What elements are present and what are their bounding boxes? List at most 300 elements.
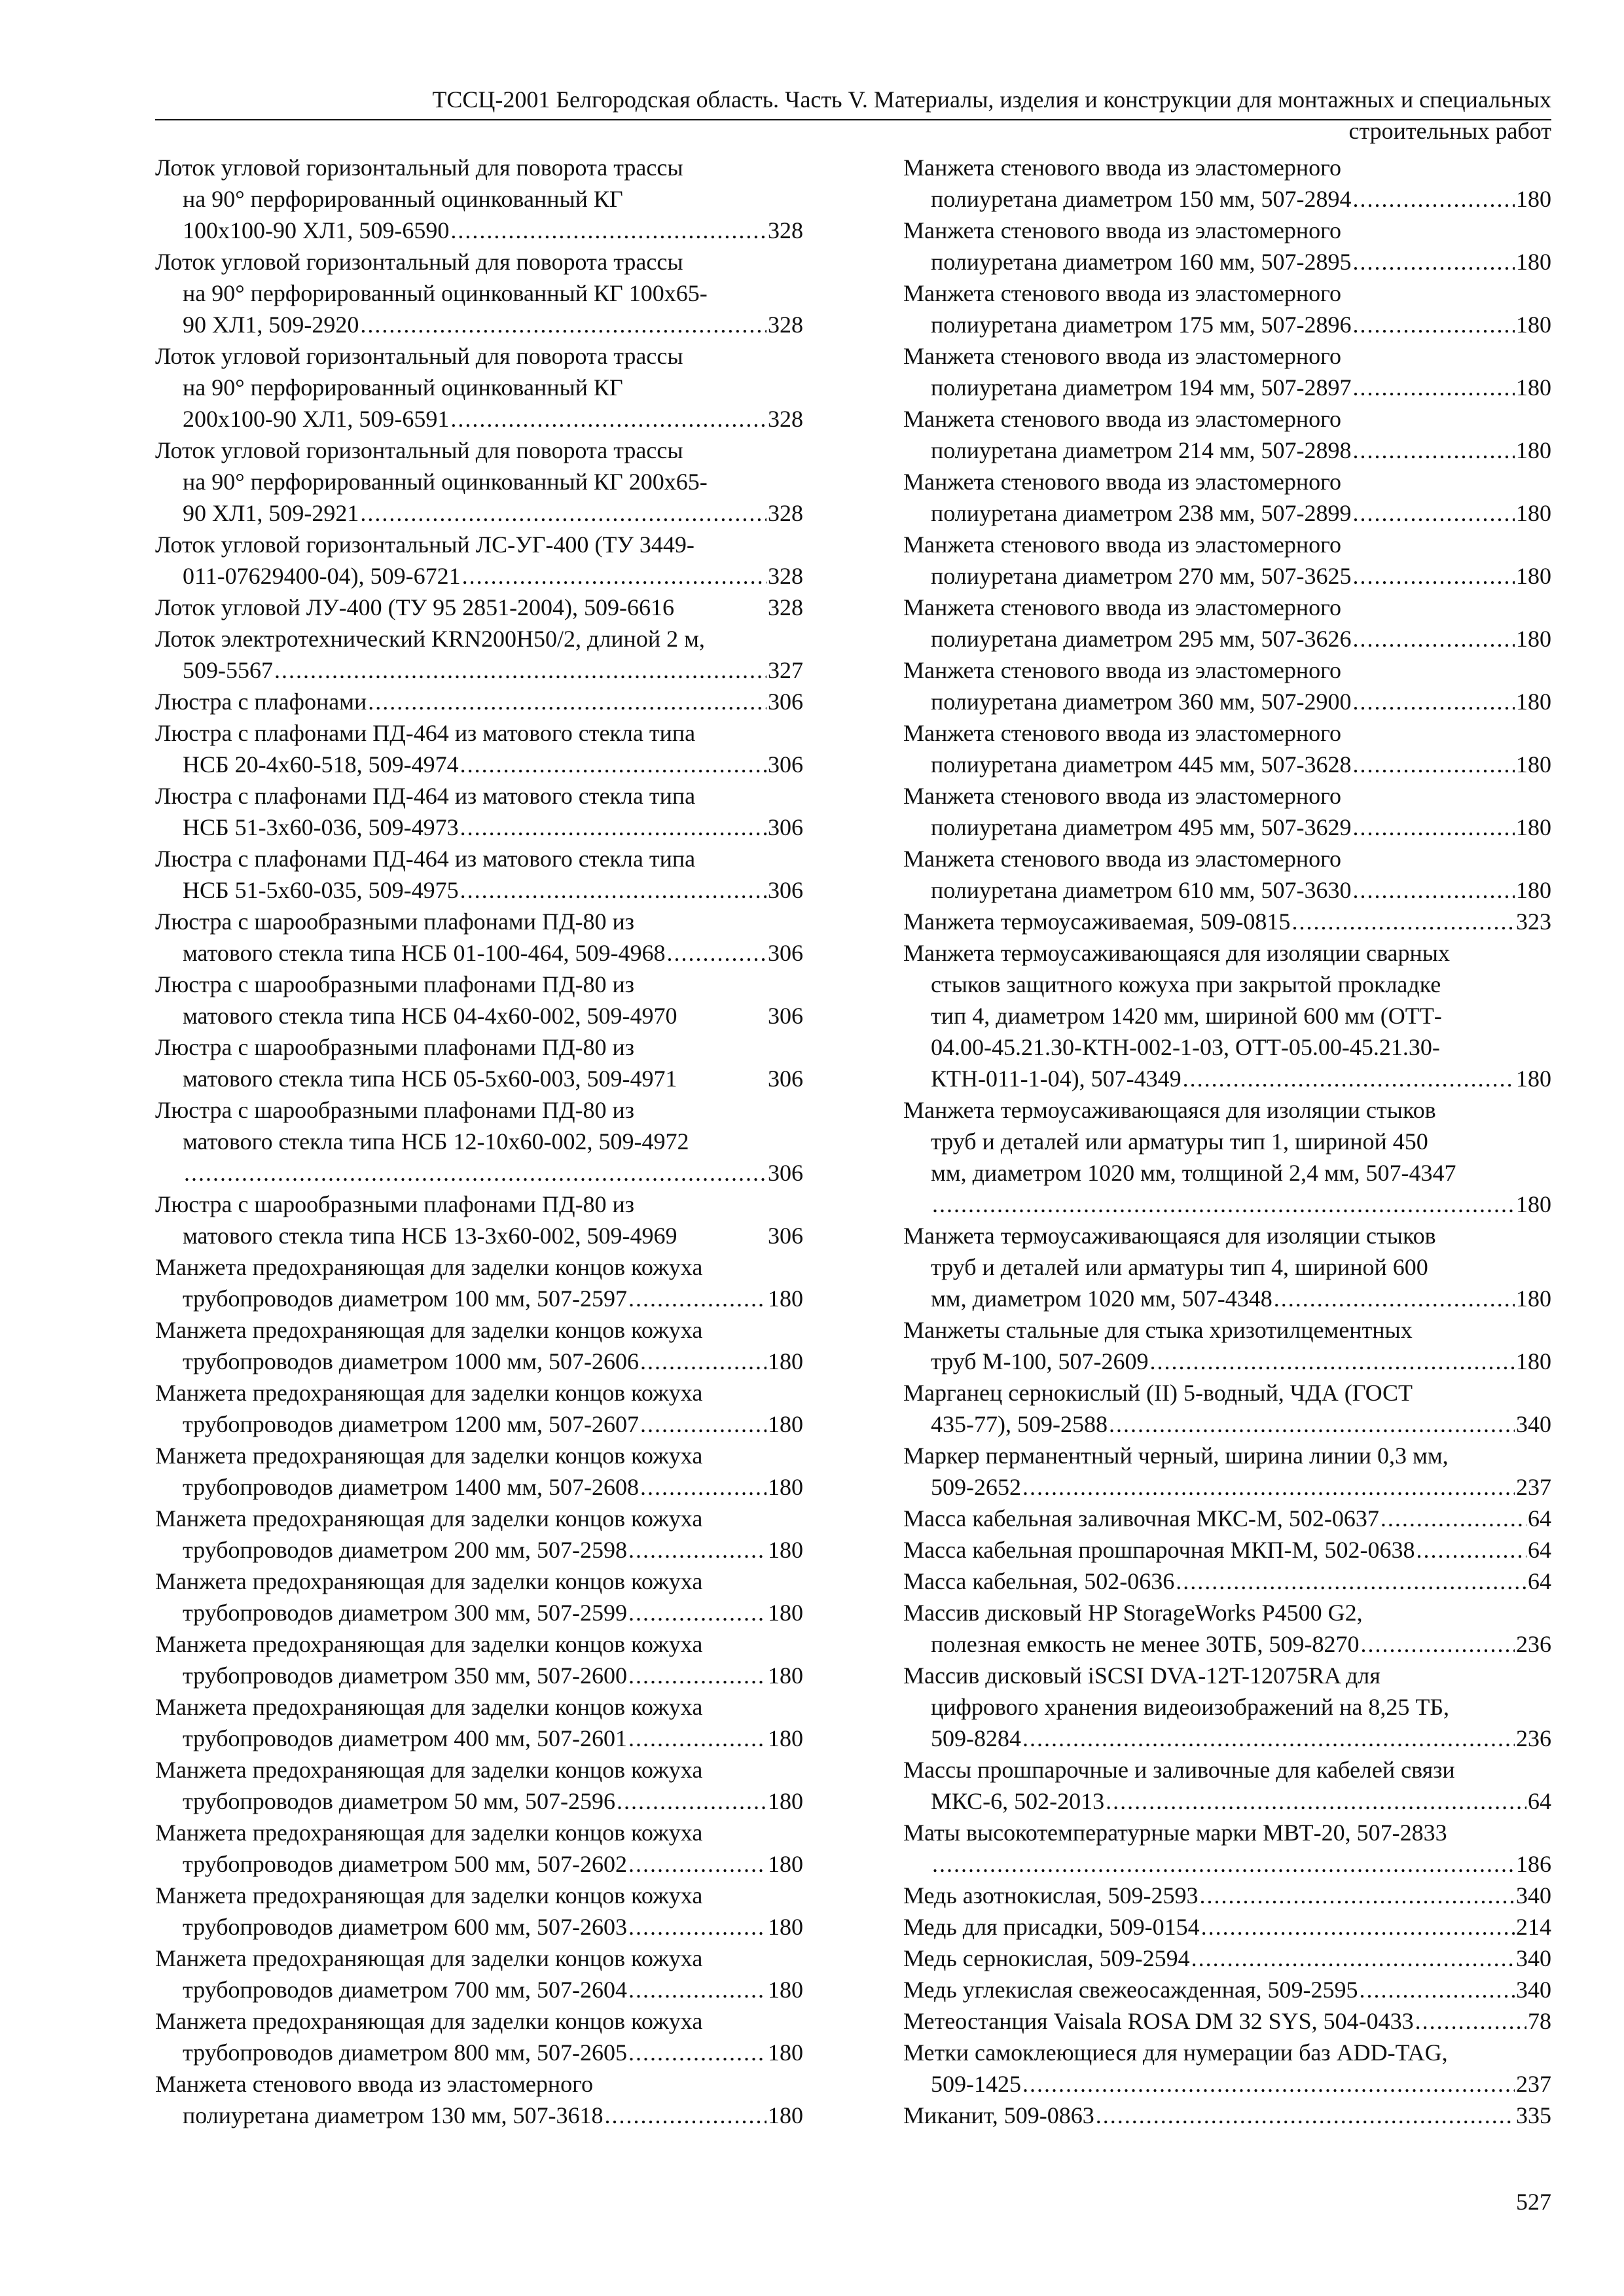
- dot-leader: [450, 403, 767, 435]
- dot-leader: [360, 497, 767, 529]
- entry-page-ref: 306: [768, 689, 803, 715]
- entry-last-line: [903, 749, 1551, 780]
- dot-leader: [462, 560, 767, 592]
- entry-heading: Люстра с плафонами ПД-464 из матового стекла типа: [155, 846, 696, 872]
- dot-leader: [1274, 1283, 1515, 1314]
- entry-text: 200х100-90 ХЛ1, 509-6591: [183, 406, 450, 432]
- entry-text: полиуретана диаметром 150 мм, 507-2894: [931, 186, 1352, 212]
- entry-last-line: [903, 183, 1551, 215]
- entry-page-ref: 180: [1516, 1066, 1551, 1092]
- dot-leader: [617, 1785, 767, 1817]
- entry-heading: Манжета предохраняющая для заделки концов кожуха: [155, 1757, 703, 1783]
- entry-text: 011-07629400-04), 509-6721: [183, 563, 461, 589]
- dot-leader: [460, 749, 767, 780]
- dot-leader: [1380, 1503, 1526, 1534]
- entry-text: 509-1425: [931, 2071, 1021, 2097]
- entry-last-line: [903, 1974, 1551, 2005]
- entry-page-ref: 64: [1528, 1788, 1551, 1814]
- entry-text: трубопроводов диаметром 100 мм, 507-2597: [183, 1285, 627, 1312]
- entry-text: трубопроводов диаметром 350 мм, 507-2600: [183, 1662, 627, 1689]
- entry-heading: Манжета стенового ввода из эластомерного: [903, 406, 1342, 432]
- entry-last-line: [903, 1848, 1551, 1880]
- index-entry: [155, 152, 803, 246]
- entry-heading: Массы прошпарочные и заливочные для кабелей связи: [903, 1757, 1455, 1783]
- index-entry: [155, 1943, 803, 2005]
- dot-leader: [1109, 1408, 1515, 1440]
- index-entry: [155, 1031, 803, 1094]
- dot-leader: [1353, 560, 1515, 592]
- entry-last-line: [903, 1911, 1551, 1943]
- entry-page-ref: 323: [1516, 908, 1551, 935]
- dot-leader: [932, 1848, 1515, 1880]
- index-entry: [903, 403, 1551, 466]
- dot-leader: [666, 937, 767, 969]
- entry-page-ref: 340: [1516, 1411, 1551, 1437]
- header-rule: [155, 119, 1551, 120]
- entry-page-ref: 306: [768, 940, 803, 966]
- index-entry: [903, 1503, 1551, 1534]
- entry-page-ref: 180: [768, 1348, 803, 1374]
- entry-text: полиуретана диаметром 214 мм, 507-2898: [931, 437, 1352, 463]
- entry-continuation: труб и деталей или арматуры тип 4, шириной 600: [931, 1254, 1428, 1280]
- index-entry: [903, 1911, 1551, 1943]
- index-entry: [155, 623, 803, 686]
- entry-page-ref: 180: [1516, 312, 1551, 338]
- dot-leader: [360, 309, 767, 340]
- entry-page-ref: 340: [1516, 1977, 1551, 2003]
- entry-heading: Люстра с плафонами ПД-464 из матового стекла типа: [155, 720, 696, 746]
- entry-heading: Манжета предохраняющая для заделки концов кожуха: [155, 1505, 703, 1532]
- index-entry: [155, 717, 803, 780]
- entry-page-ref: 180: [1516, 563, 1551, 589]
- dot-leader: [640, 1471, 767, 1503]
- entry-page-ref: 180: [768, 2102, 803, 2128]
- entry-text: НСБ 20-4х60-518, 509-4974: [183, 751, 459, 778]
- entry-text: трубопроводов диаметром 600 мм, 507-2603: [183, 1914, 627, 1940]
- index-entry: [903, 1377, 1551, 1440]
- dot-leader: [274, 655, 767, 686]
- dot-leader: [1096, 2100, 1515, 2131]
- entry-heading: Манжета термоусаживающаяся для изоляции стыков: [903, 1097, 1436, 1123]
- dot-leader: [1353, 874, 1515, 906]
- dot-leader: [628, 2037, 767, 2068]
- entry-last-line: [903, 2068, 1551, 2100]
- entry-text: Масса кабельная прошпарочная МКП-М, 502-0638: [903, 1537, 1415, 1563]
- entry-text: 435-77), 509-2588: [931, 1411, 1108, 1437]
- entry-last-line: [903, 1943, 1551, 1974]
- index-entry: [903, 1314, 1551, 1377]
- dot-leader: [1353, 749, 1515, 780]
- dot-leader: [1353, 435, 1515, 466]
- entry-heading: Манжета предохраняющая для заделки концов кожуха: [155, 1945, 703, 1971]
- index-entry: [903, 1534, 1551, 1566]
- entry-page-ref: 180: [1516, 374, 1551, 401]
- dot-leader: [368, 686, 767, 717]
- entry-heading: Маты высокотемпературные марки МВТ-20, 507-2833: [903, 1820, 1447, 1846]
- index-entry: [155, 340, 803, 435]
- index-entry: [903, 1880, 1551, 1911]
- entry-last-line: [903, 1628, 1551, 1660]
- entry-continuation: 04.00-45.21.30-КТН-002-1-03, ОТТ-05.00-45.21.30-: [931, 1034, 1440, 1060]
- entry-text: Метеостанция Vaisala ROSA DM 32 SYS, 504-0433: [903, 2008, 1414, 2034]
- dot-leader: [628, 1974, 767, 2005]
- entry-heading: Лоток угловой горизонтальный для поворота трассы: [155, 154, 683, 181]
- index-entry: [155, 1880, 803, 1943]
- entry-last-line: [155, 1723, 803, 1754]
- index-entry: [155, 592, 803, 623]
- index-entry: [903, 466, 1551, 529]
- index-entry: [155, 906, 803, 969]
- entry-text: полиуретана диаметром 238 мм, 507-2899: [931, 500, 1352, 526]
- entry-text: Миканит, 509-0863: [903, 2102, 1094, 2128]
- entry-heading: Лоток угловой горизонтальный для поворота трассы: [155, 343, 683, 369]
- entry-text: трубопроводов диаметром 800 мм, 507-2605: [183, 2039, 627, 2066]
- dot-leader: [1291, 906, 1515, 937]
- header-title-line2: строительных работ: [1348, 118, 1551, 144]
- entry-last-line: [903, 246, 1551, 278]
- entry-last-line: [155, 1534, 803, 1566]
- entry-page-ref: 180: [1516, 751, 1551, 778]
- entry-text: трубопроводов диаметром 400 мм, 507-2601: [183, 1725, 627, 1751]
- page-number: 527: [1516, 2189, 1551, 2215]
- entry-last-line: [155, 1157, 803, 1189]
- entry-page-ref: 180: [1516, 249, 1551, 275]
- entry-heading: Люстра с шарообразными плафонами ПД-80 из: [155, 1191, 634, 1217]
- entry-last-line: [903, 1503, 1551, 1534]
- entry-page-ref: 180: [768, 1600, 803, 1626]
- entry-last-line: [903, 1534, 1551, 1566]
- dot-leader: [1022, 2068, 1515, 2100]
- entry-text: трубопроводов диаметром 1200 мм, 507-2607: [183, 1411, 639, 1437]
- dot-leader: [932, 1189, 1515, 1220]
- entry-page-ref: 328: [768, 217, 803, 243]
- index-entry: [155, 2068, 803, 2131]
- entry-heading: Манжеты стальные для стыка хризотилцементных: [903, 1317, 1413, 1343]
- entry-page-ref: 180: [768, 1914, 803, 1940]
- entry-page-ref: 180: [1516, 186, 1551, 212]
- entry-heading: Люстра с шарообразными плафонами ПД-80 из: [155, 971, 634, 997]
- index-entry: [155, 969, 803, 1031]
- entry-continuation: тип 4, диаметром 1420 мм, шириной 600 мм (ОТТ-: [931, 1003, 1442, 1029]
- entry-page-ref: 214: [1516, 1914, 1551, 1940]
- entry-heading: Маркер перманентный черный, ширина линии 0,3 мм,: [903, 1443, 1449, 1469]
- entry-page-ref: 180: [768, 1474, 803, 1500]
- entry-page-ref: 340: [1516, 1945, 1551, 1971]
- entry-heading: Манжета предохраняющая для заделки концов кожуха: [155, 1380, 703, 1406]
- index-entry: [903, 937, 1551, 1094]
- entry-page-ref: 306: [768, 1223, 803, 1249]
- entry-text: НСБ 51-5х60-035, 509-4975: [183, 877, 459, 903]
- entry-page-ref: 180: [1516, 1348, 1551, 1374]
- entry-text: трубопроводов диаметром 200 мм, 507-2598: [183, 1537, 627, 1563]
- dot-leader: [1353, 623, 1515, 655]
- entry-text: Медь углекислая свежеосажденная, 509-2595: [903, 1977, 1358, 2003]
- entry-last-line: [903, 874, 1551, 906]
- entry-heading: Манжета предохраняющая для заделки концов кожуха: [155, 2008, 703, 2034]
- entry-text: 100х100-90 ХЛ1, 509-6590: [183, 217, 450, 243]
- entry-last-line: [903, 1785, 1551, 1817]
- entry-text: полиуретана диаметром 160 мм, 507-2895: [931, 249, 1352, 275]
- entry-last-line: [903, 1471, 1551, 1503]
- entry-last-line: [155, 2100, 803, 2131]
- entry-text: 509-2652: [931, 1474, 1021, 1500]
- index-entry: [903, 1220, 1551, 1314]
- entry-last-line: [155, 309, 803, 340]
- dot-leader: [1353, 309, 1515, 340]
- entry-page-ref: 236: [1516, 1631, 1551, 1657]
- entry-continuation: на 90° перфорированный оцинкованный КГ 200х65-: [183, 469, 708, 495]
- entry-page-ref: 78: [1528, 2008, 1551, 2034]
- entry-heading: Люстра с шарообразными плафонами ПД-80 из: [155, 1034, 634, 1060]
- dot-leader: [1150, 1346, 1515, 1377]
- index-entry: [155, 1503, 803, 1566]
- index-entry: [155, 529, 803, 592]
- entry-text: трубопроводов диаметром 1400 мм, 507-2608: [183, 1474, 639, 1500]
- dot-leader: [628, 1597, 767, 1628]
- entry-page-ref: 306: [768, 1003, 803, 1029]
- entry-page-ref: 180: [768, 1411, 803, 1437]
- entry-text: полезная емкость не менее 30ТБ, 509-8270: [931, 1631, 1360, 1657]
- entry-page-ref: 180: [1516, 626, 1551, 652]
- entry-last-line: [155, 1346, 803, 1377]
- entry-last-line: [903, 1566, 1551, 1597]
- entry-last-line: [903, 309, 1551, 340]
- entry-last-line: [903, 686, 1551, 717]
- entry-page-ref: 237: [1516, 2071, 1551, 2097]
- entry-last-line: [155, 1660, 803, 1691]
- header-title-line1: ТССЦ-2001 Белгородская область. Часть V. Материалы, изделия и конструкции для монтажных и специальных: [432, 86, 1551, 113]
- entry-heading: Манжета предохраняющая для заделки концов кожуха: [155, 1694, 703, 1720]
- entry-last-line: [155, 592, 803, 623]
- entry-last-line: [155, 686, 803, 717]
- index-entry: [155, 686, 803, 717]
- index-entry: [903, 215, 1551, 278]
- entry-heading: Метки самоклеющиеся для нумерации баз ADD-TAG,: [903, 2039, 1448, 2066]
- index-entry: [903, 1974, 1551, 2005]
- index-entry: [903, 529, 1551, 592]
- entry-text: 90 ХЛ1, 509-2921: [183, 500, 359, 526]
- dot-leader: [450, 215, 767, 246]
- index-entry: [903, 1597, 1551, 1660]
- entry-heading: Лоток угловой горизонтальный для поворота трассы: [155, 437, 683, 463]
- entry-last-line: [903, 560, 1551, 592]
- entry-page-ref: 306: [768, 751, 803, 778]
- dot-leader: [1360, 1974, 1515, 2005]
- entry-last-line: [903, 812, 1551, 843]
- entry-continuation: труб и деталей или арматуры тип 1, шириной 450: [931, 1128, 1428, 1155]
- index-entry: [903, 2100, 1551, 2131]
- entry-page-ref: 180: [768, 1537, 803, 1563]
- dot-leader: [1361, 1628, 1515, 1660]
- index-entry: [903, 1440, 1551, 1503]
- entry-continuation: цифрового хранения видеоизображений на 8,25 ТБ,: [931, 1694, 1449, 1720]
- entry-heading: Люстра с шарообразными плафонами ПД-80 из: [155, 1097, 634, 1123]
- entry-heading: Манжета термоусаживающаяся для изоляции сварных: [903, 940, 1450, 966]
- entry-text: полиуретана диаметром 445 мм, 507-3628: [931, 751, 1352, 778]
- index-entry: [903, 717, 1551, 780]
- entry-heading: Массив дисковый iSCSI DVA-12T-12075RA для: [903, 1662, 1380, 1689]
- entry-heading: Манжета стенового ввода из эластомерного: [903, 657, 1342, 683]
- entry-text: Медь сернокислая, 509-2594: [903, 1945, 1190, 1971]
- entry-page-ref: 180: [768, 1788, 803, 1814]
- dot-leader: [628, 1723, 767, 1754]
- dot-leader: [628, 1660, 767, 1691]
- dot-leader: [1201, 1911, 1515, 1943]
- dot-leader: [640, 1408, 767, 1440]
- entry-heading: Манжета предохраняющая для заделки концов кожуха: [155, 1317, 703, 1343]
- entry-heading: Манжета предохраняющая для заделки концов кожуха: [155, 1443, 703, 1469]
- dot-leader: [1191, 1943, 1515, 1974]
- entry-continuation: матового стекла типа НСБ 12-10х60-002, 509-4972: [183, 1128, 689, 1155]
- entry-last-line: [155, 874, 803, 906]
- entry-page-ref: 186: [1516, 1851, 1551, 1877]
- entry-heading: Манжета стенового ввода из эластомерного: [903, 531, 1342, 558]
- entry-text: Медь азотнокислая, 509-2593: [903, 1882, 1199, 1909]
- entry-page-ref: 306: [768, 1066, 803, 1092]
- dot-leader: [1353, 246, 1515, 278]
- entry-heading: Манжета стенового ввода из эластомерного: [155, 2071, 594, 2097]
- entry-text: полиуретана диаметром 194 мм, 507-2897: [931, 374, 1352, 401]
- dot-leader: [1353, 812, 1515, 843]
- entry-page-ref: 306: [768, 1160, 803, 1186]
- dot-leader: [628, 1534, 767, 1566]
- entry-text: Лоток угловой ЛУ-400 (ТУ 95 2851-2004), 509-6616: [155, 594, 675, 620]
- entry-last-line: [155, 1063, 803, 1094]
- index-entry: [903, 1817, 1551, 1880]
- entry-page-ref: 180: [1516, 500, 1551, 526]
- index-entry: [903, 340, 1551, 403]
- entry-heading: Люстра с шарообразными плафонами ПД-80 из: [155, 908, 634, 935]
- index-entry: [155, 1754, 803, 1817]
- entry-text: МКС-6, 502-2013: [931, 1788, 1105, 1814]
- entry-text: КТН-011-1-04), 507-4349: [931, 1066, 1182, 1092]
- entry-last-line: [155, 655, 803, 686]
- entry-heading: Манжета стенового ввода из эластомерного: [903, 154, 1342, 181]
- dot-leader: [1022, 1723, 1515, 1754]
- entry-text: Масса кабельная, 502-0636: [903, 1568, 1175, 1594]
- entry-last-line: [155, 749, 803, 780]
- index-column-right: [903, 152, 1551, 2131]
- dot-leader: [628, 1911, 767, 1943]
- entry-heading: Манжета термоусаживающаяся для изоляции стыков: [903, 1223, 1436, 1249]
- entry-page-ref: 328: [768, 563, 803, 589]
- entry-last-line: [903, 1880, 1551, 1911]
- entry-continuation: на 90° перфорированный оцинкованный КГ: [183, 374, 623, 401]
- index-entry: [903, 1943, 1551, 1974]
- entry-text: трубопроводов диаметром 1000 мм, 507-2606: [183, 1348, 639, 1374]
- entry-last-line: [155, 1471, 803, 1503]
- entry-text: Люстра с плафонами: [155, 689, 367, 715]
- entry-page-ref: 340: [1516, 1882, 1551, 1909]
- dot-leader: [184, 1157, 767, 1189]
- index-entry: [155, 780, 803, 843]
- entry-text: матового стекла типа НСБ 13-3х60-002, 509-4969: [183, 1223, 677, 1249]
- entry-page-ref: 180: [768, 1725, 803, 1751]
- entry-page-ref: 180: [768, 1977, 803, 2003]
- index-entry: [155, 843, 803, 906]
- entry-last-line: [155, 1597, 803, 1628]
- index-column-left: [155, 152, 803, 2131]
- index-entry: [155, 1189, 803, 1251]
- entry-heading: Манжета стенового ввода из эластомерного: [903, 280, 1342, 306]
- dot-leader: [1353, 497, 1515, 529]
- entry-heading: Манжета стенового ввода из эластомерного: [903, 343, 1342, 369]
- entry-text: труб М-100, 507-2609: [931, 1348, 1149, 1374]
- entry-text: НСБ 51-3х60-036, 509-4973: [183, 814, 459, 840]
- entry-page-ref: 328: [768, 312, 803, 338]
- entry-page-ref: 328: [768, 500, 803, 526]
- index-entry: [903, 152, 1551, 215]
- entry-text: 509-5567: [183, 657, 273, 683]
- dot-leader: [1106, 1785, 1526, 1817]
- entry-page-ref: 328: [768, 406, 803, 432]
- entry-last-line: [903, 1063, 1551, 1094]
- entry-text: полиуретана диаметром 360 мм, 507-2900: [931, 689, 1352, 715]
- entry-text: трубопроводов диаметром 500 мм, 507-2602: [183, 1851, 627, 1877]
- entry-heading: Манжета предохраняющая для заделки концов кожуха: [155, 1882, 703, 1909]
- entry-page-ref: 328: [768, 594, 803, 620]
- entry-last-line: [903, 2005, 1551, 2037]
- entry-last-line: [155, 1911, 803, 1943]
- entry-last-line: [155, 812, 803, 843]
- index-entry: [903, 2005, 1551, 2037]
- entry-heading: Лоток угловой горизонтальный для поворота трассы: [155, 249, 683, 275]
- entry-page-ref: 64: [1528, 1505, 1551, 1532]
- index-entry: [155, 1566, 803, 1628]
- index-entry: [155, 1691, 803, 1754]
- entry-text: трубопроводов диаметром 700 мм, 507-2604: [183, 1977, 627, 2003]
- entry-heading: Манжета предохраняющая для заделки концов кожуха: [155, 1254, 703, 1280]
- entry-heading: Манжета стенового ввода из эластомерного: [903, 217, 1342, 243]
- entry-last-line: [903, 497, 1551, 529]
- entry-last-line: [903, 435, 1551, 466]
- entry-page-ref: 64: [1528, 1568, 1551, 1594]
- index-entry: [155, 435, 803, 529]
- entry-last-line: [155, 1785, 803, 1817]
- entry-text: полиуретана диаметром 270 мм, 507-3625: [931, 563, 1352, 589]
- dot-leader: [1200, 1880, 1515, 1911]
- entry-heading: Манжета стенового ввода из эластомерного: [903, 594, 1342, 620]
- running-header: [155, 84, 1551, 147]
- dot-leader: [628, 1848, 767, 1880]
- dot-leader: [640, 1346, 767, 1377]
- entry-text: полиуретана диаметром 175 мм, 507-2896: [931, 312, 1352, 338]
- entry-last-line: [155, 1220, 803, 1251]
- entry-heading: Лоток электротехнический KRN200H50/2, длиной 2 м,: [155, 626, 705, 652]
- entry-page-ref: 180: [1516, 437, 1551, 463]
- entry-text: полиуретана диаметром 295 мм, 507-3626: [931, 626, 1352, 652]
- entry-page-ref: 236: [1516, 1725, 1551, 1751]
- entry-last-line: [155, 1000, 803, 1031]
- entry-heading: Марганец сернокислый (II) 5-водный, ЧДА (ГОСТ: [903, 1380, 1413, 1406]
- entry-page-ref: 237: [1516, 1474, 1551, 1500]
- entry-last-line: [155, 2037, 803, 2068]
- entry-last-line: [903, 2100, 1551, 2131]
- index-entry: [155, 1628, 803, 1691]
- index-entry: [903, 1566, 1551, 1597]
- dot-leader: [460, 812, 767, 843]
- entry-heading: Массив дисковый HP StorageWorks P4500 G2,: [903, 1600, 1363, 1626]
- entry-text: трубопроводов диаметром 300 мм, 507-2599: [183, 1600, 627, 1626]
- dot-leader: [1353, 372, 1515, 403]
- dot-leader: [1353, 686, 1515, 717]
- entry-last-line: [155, 1848, 803, 1880]
- index-entry: [155, 246, 803, 340]
- entry-page-ref: 180: [768, 1851, 803, 1877]
- entry-page-ref: 180: [1516, 814, 1551, 840]
- dot-leader: [1353, 183, 1515, 215]
- entry-page-ref: 64: [1528, 1537, 1551, 1563]
